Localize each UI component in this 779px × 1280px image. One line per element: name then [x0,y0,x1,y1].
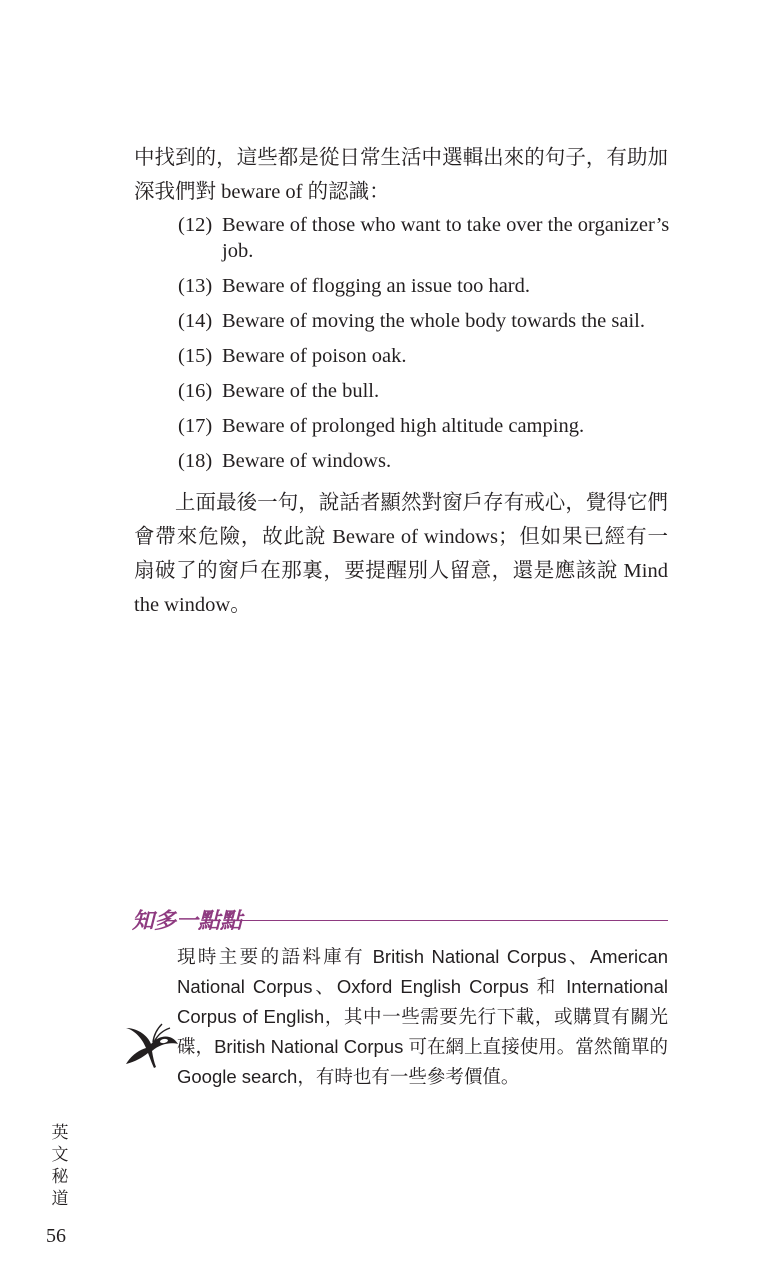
example-sentence: Beware of the bull. [222,380,380,402]
example-number: (12) [178,214,213,236]
running-head-char: 文 [51,1145,69,1164]
running-head [50,1122,70,1210]
example-sentence: Beware of windows. [222,450,392,472]
info-box-divider [236,920,668,921]
example-sentence: Beware of those who want to take over the organizer’s job. [222,214,670,262]
example-item [178,273,670,299]
running-head-char: 秘 [51,1167,69,1186]
example-number: (14) [178,310,213,332]
example-item [178,212,670,264]
example-sentence: Beware of moving the whole body towards the sail. [222,310,646,332]
example-list [178,212,670,483]
example-item [178,308,670,334]
butterfly-icon [120,1020,180,1072]
running-head-char: 道 [51,1189,69,1208]
example-number: (18) [178,450,213,472]
example-sentence: Beware of prolonged high altitude camping. [222,415,585,437]
example-number: (16) [178,380,213,402]
example-number: (17) [178,415,213,437]
example-item [178,413,670,439]
example-sentence: Beware of poison oak. [222,345,407,367]
running-head-char: 英 [51,1123,69,1142]
body-paragraph-explanation: 上面最後一句，說話者顯然對窗戶存有戒心，覺得它們會帶來危險，故此說 Beware of windows；但如果已經有一扇破了的窗戶在那裏，要提醒別人留意，還是應該說 Mind the window。 [134,492,668,616]
body-paragraph-intro: 中找到的，這些都是從日常生活中選輯出來的句子，有助加深我們對 beware of 的認識： [134,147,668,203]
info-box-heading: 知多一點點 [132,908,243,933]
page-number: 56 [46,1225,66,1247]
example-number: (13) [178,275,213,297]
example-item [178,378,670,404]
example-number: (15) [178,345,213,367]
info-box-text: 現時主要的語料庫有 British National Corpus、American National Corpus、Oxford English Corpus 和 International Corpus of English，其中一些需要先行下載，或購買有關光碟，British National Corpus 可在網上直接使用。當然簡單的 Google search，有時也有一些參考價值。 [177,946,668,1087]
example-item [178,343,670,369]
example-sentence: Beware of flogging an issue too hard. [222,275,530,297]
example-item [178,448,670,474]
